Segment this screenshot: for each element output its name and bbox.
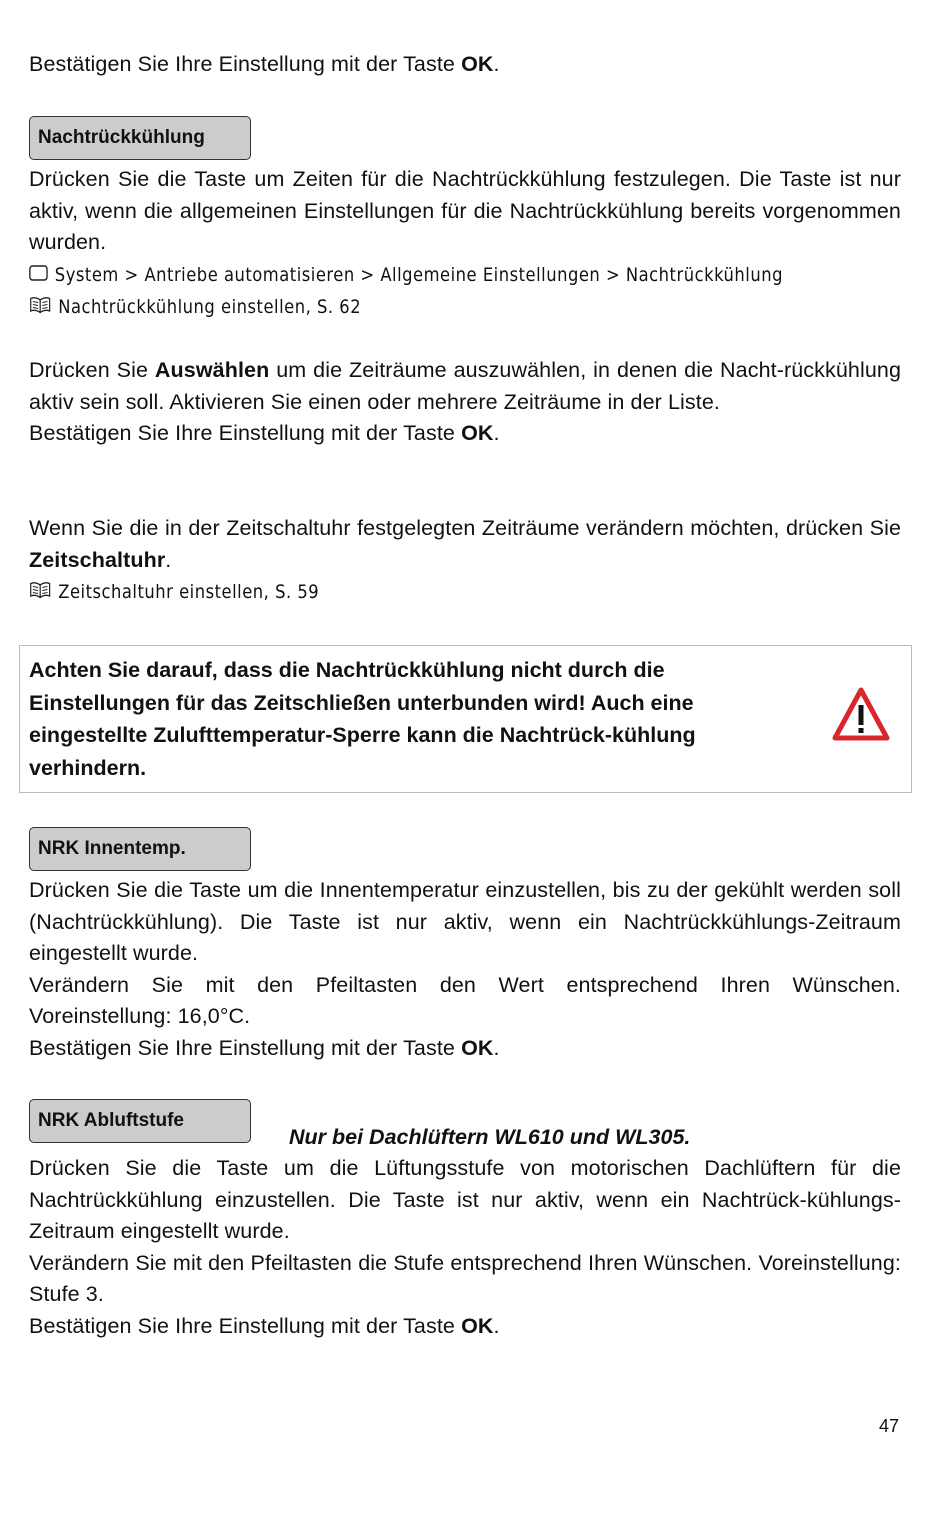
page-reference: Nachtrückkühlung einstellen, S. 62 [29,291,779,324]
nrk-innen-description: Drücken Sie die Taste um die Innentemperatur einzustellen, bis zu der gekühlt werden soll (Nachtrückkühlung). Die Taste ist nur aktiv, wenn ein Nachtrückkühlungs-Zeitraum eingestellt wurde. [29,878,901,965]
confirm-text: Bestätigen Sie Ihre Einstellung mit der Taste OK. [29,1313,500,1338]
nrk-abluft-section [29,1153,901,1342]
menu-box-icon [29,259,48,291]
nrk-innen-adjust: Verändern Sie mit den Pfeiltasten den Wert entsprechend Ihren Wünschen. Voreinstellung: 16,0°C. [29,972,901,1028]
nrk-abluftstufe-button[interactable]: NRK Abluftstufe [29,1099,251,1143]
timer-description: Wenn Sie die in der Zeitschaltuhr festgelegten Zeiträume verändern möchten, drücken Sie Zeitschaltuhr. [29,516,901,572]
nrk-innen-section [29,875,901,1064]
select-description: Drücken Sie Auswählen um die Zeiträume auszuwählen, in denen die Nacht-rückkühlung aktiv sein soll. Aktivieren Sie einen oder mehrere Zeiträume in der Liste. [29,358,902,414]
nrk-abluft-description: Drücken Sie die Taste um die Lüftungsstufe von motorischen Dachlüftern für die Nachtrückkühlung einzustellen. Die Taste ist nur aktiv, wenn ein Nachtrück-kühlungs-Zeitraum eingestellt wurde. [29,1156,901,1243]
page-reference: Zeitschaltuhr einstellen, S. 59 [29,576,779,609]
book-icon [29,577,51,609]
ok-key-label: OK [461,421,494,445]
zeitschaltuhr-key-label: Zeitschaltuhr [29,547,166,572]
timer-section [29,513,901,609]
confirm-text: Bestätigen Sie Ihre Einstellung mit der Taste OK. [29,421,500,445]
confirm-text: Bestätigen Sie Ihre Einstellung mit der Taste OK. [29,52,500,76]
model-note: Nur bei Dachlüftern WL610 und WL305. [289,1125,691,1149]
select-section [29,355,901,450]
nrk-abluft-adjust: Verändern Sie mit den Pfeiltasten die Stufe entsprechend Ihren Wünschen. Voreinstellung: Stufe 3. [29,1250,901,1306]
page-number: 47 [879,1416,900,1436]
nachtrueck-description: Drücken Sie die Taste um Zeiten für die Nachtrückkühlung festzulegen. Die Taste ist nur aktiv, wenn die allgemeinen Einstellungen für die Nachtrückkühlung bereits vorgenommen wurden. [29,167,901,254]
warning-box [19,645,912,793]
auswaehlen-key-label: Auswählen [154,358,270,382]
confirm-text: Bestätigen Sie Ihre Einstellung mit der Taste OK. [29,1035,500,1060]
warning-triangle-icon [832,686,890,747]
nachtrueck-section [29,164,901,324]
ok-key-label: OK [461,1035,494,1060]
ok-key-label: OK [461,52,494,76]
menu-path: System > Antriebe automatisieren > Allgemeine Einstellungen > Nachtrückkühlung [29,259,779,292]
ok-key-label: OK [461,1313,494,1338]
nachtrueckkuehlung-button[interactable]: Nachtrückkühlung [29,116,251,160]
nrk-innentemp-button[interactable]: NRK Innentemp. [29,827,251,871]
warning-text: Achten Sie darauf, dass die Nachtrückkühlung nicht durch die Einstellungen für das Zeitschließen unterbunden wird! Auch eine eingestellte Zulufttemperatur-Sperre kann die Nachtrück-kühlung verhindern. [29,658,696,780]
book-icon [29,292,51,324]
